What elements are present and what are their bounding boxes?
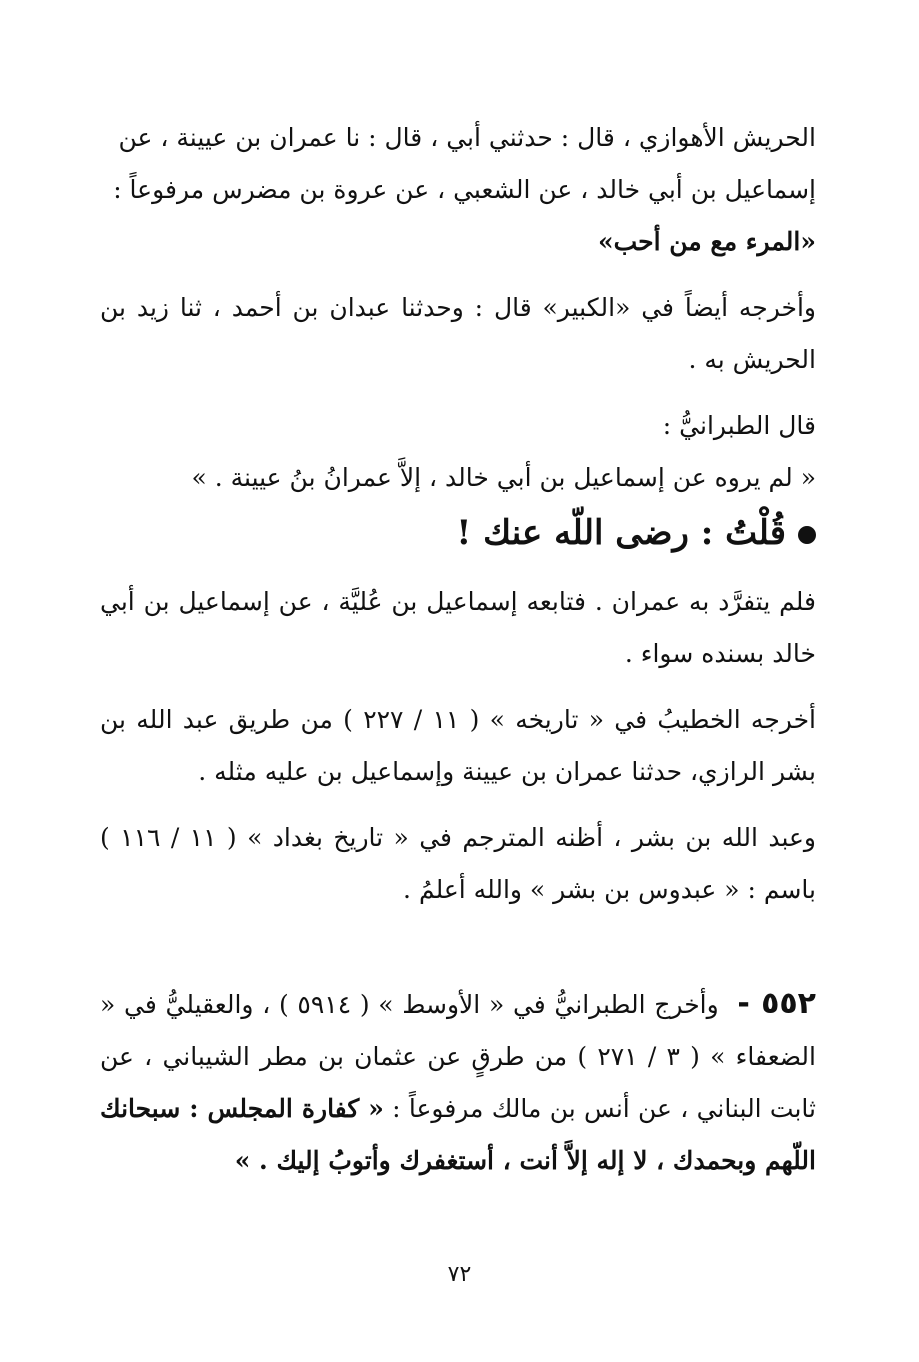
section-heading <box>100 504 816 562</box>
hadith-quote-1: «المرء مع من أحب» <box>598 227 816 256</box>
page-body <box>100 112 816 1187</box>
hadith-552-isnad: وأخرج الطبرانيُّ في « الأوسط » ( ٥٩١٤ ) ، والعقيليُّ في « الضعفاء » ( ٣ / ٢٧١ ) من طرقٍ عن عثمان بن مطر الشيباني ، عن ثابت البناني ، عن أنس بن مالك مرفوعاً : <box>100 990 816 1123</box>
paragraph-abdullah-bishr: وعبد الله بن بشر ، أظنه المترجم في « تاريخ بغداد » ( ١١ / ١١٦ ) باسم : « عبدوس بن بشر » والله أعلمُ . <box>100 823 816 904</box>
paragraph-khatib: أخرجه الخطيبُ في « تاريخه » ( ١١ / ٢٢٧ ) من طريق عبد الله بن بشر الرازي، حدثنا عمران بن عيينة وإسماعيل بن عليه مثله . <box>100 705 816 786</box>
isnad-line-1: الحريش الأهوازي ، قال : حدثني أبي ، قال : نا عمران بن عيينة ، عن <box>118 123 816 152</box>
paragraph-isnad-1 <box>100 112 816 268</box>
isnad-line-2: إسماعيل بن أبي خالد ، عن الشعبي ، عن عروة بن مضرس مرفوعاً : <box>113 175 816 204</box>
paragraph-tabarani-said: قال الطبرانيُّ : <box>662 411 816 440</box>
hadith-number: ٥٥٢ - <box>737 986 816 1021</box>
paragraph-tabarani-quote: « لم يروه عن إسماعيل بن أبي خالد ، إلاَّ عمرانُ بنُ عيينة . » <box>191 463 816 492</box>
paragraph-kabir: وأخرجه أيضاً في «الكبير» قال : وحدثنا عبدان بن أحمد ، ثنا زيد بن الحريش به . <box>100 293 816 374</box>
paragraph-mutabaa: فلم يتفرَّد به عمران . فتابعه إسماعيل بن عُليَّة ، عن إسماعيل بن أبي خالد بسنده سواء . <box>100 587 816 668</box>
heading-text: قُلْتُ : رضى اللّه عنك ! <box>456 513 786 553</box>
hadith-552-matn: « كفارة المجلس : سبحانك اللّهم وبحمدك ، لا إله إلاَّ أنت ، أستغفرك وأتوبُ إليك . » <box>100 1094 816 1175</box>
paragraph-hadith-552 <box>100 978 816 1187</box>
bullet-icon <box>798 526 816 544</box>
page-number: ٧٢ <box>447 1262 472 1287</box>
